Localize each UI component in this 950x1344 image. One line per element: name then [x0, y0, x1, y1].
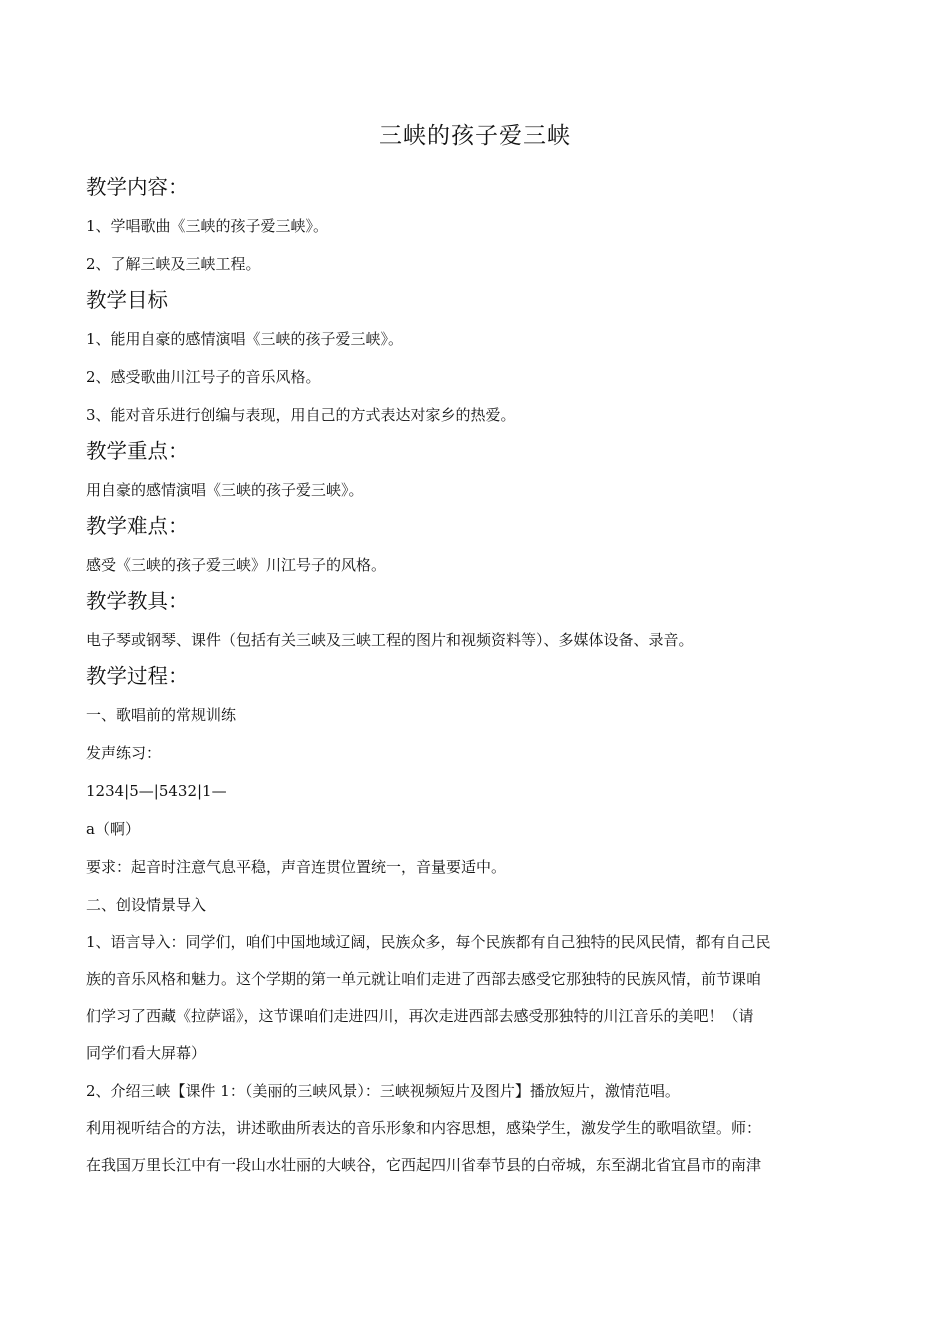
- method-paragraph-line: 利用视听结合的方法，讲述歌曲所表达的音乐形象和内容思想，感染学生，激发学生的歌唱欲望。师：: [86, 1119, 762, 1137]
- process-step-1: 一、歌唱前的常规训练: [86, 706, 237, 724]
- courseware-line: 2、介绍三峡【课件 1：（美丽的三峡风景）：三峡视频短片及图片】播放短片，激情范唱。: [86, 1082, 680, 1100]
- difficulty-text: 感受《三峡的孩子爱三峡》川江号子的风格。: [86, 556, 387, 574]
- document-title: 三峡的孩子爱三峡: [379, 123, 571, 149]
- tools-text: 电子琴或钢琴、课件（包括有关三峡及三峡工程的图片和视频资料等）、多媒体设备、录音。: [86, 631, 694, 649]
- notation-line: 1234|5—|5432|1—: [86, 782, 227, 800]
- requirement-line: 要求：起音时注意气息平稳，声音连贯位置统一，音量要适中。: [86, 858, 507, 876]
- content-item: 2、了解三峡及三峡工程。: [86, 255, 261, 273]
- intro-paragraph-line: 同学们看大屏幕）: [86, 1044, 207, 1062]
- heading-difficulty: 教学难点：: [86, 514, 189, 538]
- document-body: [86, 170, 866, 1184]
- heading-teaching-content: 教学内容：: [86, 175, 189, 199]
- goal-item: 3、能对音乐进行创编与表现，用自己的方式表达对家乡的热爱。: [86, 406, 516, 424]
- intro-paragraph-line: 们学习了西藏《拉萨谣》，这节课咱们走进四川，再次走进西部去感受那独特的川江音乐的美吧！（请: [86, 1007, 754, 1025]
- goal-item: 1、能用自豪的感情演唱《三峡的孩子爱三峡》。: [86, 330, 404, 348]
- process-step-2: 二、创设情景导入: [86, 896, 207, 914]
- key-point-text: 用自豪的感情演唱《三峡的孩子爱三峡》。: [86, 481, 364, 499]
- content-item: 1、学唱歌曲《三峡的孩子爱三峡》。: [86, 217, 329, 235]
- heading-teaching-goals: 教学目标: [86, 288, 168, 312]
- vocal-exercise-label: 发声练习：: [86, 744, 162, 762]
- heading-teaching-process: 教学过程：: [86, 664, 189, 688]
- syllable-line: a（啊）: [86, 820, 140, 838]
- intro-paragraph-line: 1、语言导入：同学们，咱们中国地域辽阔，民族众多，每个民族都有自己独特的民风民情，都有自己民: [86, 933, 771, 951]
- intro-paragraph-line: 族的音乐风格和魅力。这个学期的第一单元就让咱们走进了西部去感受它那独特的民族风情，前节课咱: [86, 970, 762, 988]
- goal-item: 2、感受歌曲川江号子的音乐风格。: [86, 368, 321, 386]
- heading-teaching-tools: 教学教具：: [86, 589, 189, 613]
- method-paragraph-line: 在我国万里长江中有一段山水壮丽的大峡谷，它西起四川省奉节县的白帝城，东至湖北省宜昌市的南津: [86, 1156, 762, 1174]
- heading-key-point: 教学重点：: [86, 439, 189, 463]
